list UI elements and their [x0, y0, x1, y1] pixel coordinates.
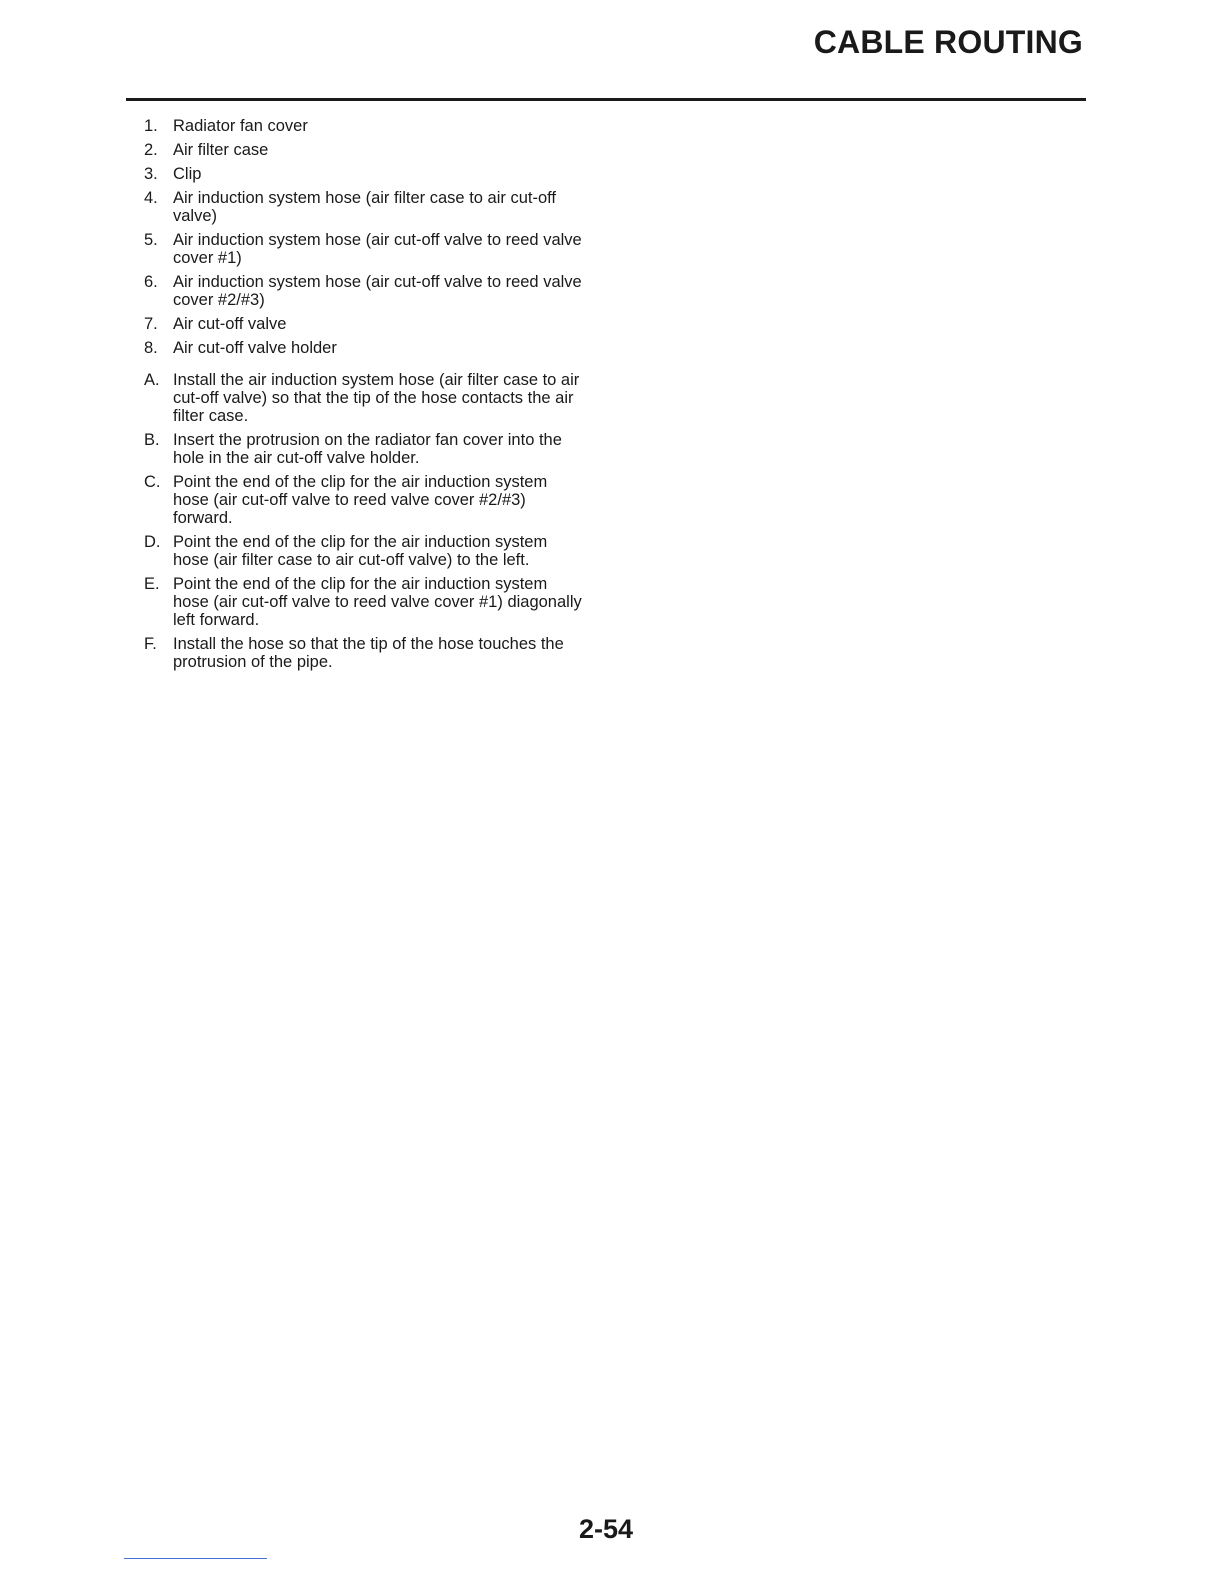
part-number: 7.: [144, 315, 158, 333]
part-item: [144, 189, 584, 225]
note-text: Install the air induction system hose (air filter case to air cut-off valve) so that the tip of the hose contacts the air filter case.: [173, 371, 580, 425]
part-number: 6.: [144, 273, 158, 291]
note-text: Point the end of the clip for the air induction system hose (air cut-off valve to reed valve cover #1) diagonally left forward.: [173, 575, 582, 629]
note-item: [144, 575, 584, 629]
footer-link-line[interactable]: [124, 1558, 267, 1559]
part-item: [144, 315, 584, 333]
note-letter: B.: [144, 431, 160, 449]
part-label: Clip: [173, 165, 202, 183]
note-letter: A.: [144, 371, 160, 389]
part-item: [144, 231, 584, 267]
note-letter: E.: [144, 575, 160, 593]
part-label: Air filter case: [173, 141, 269, 159]
note-item: [144, 371, 584, 425]
note-item: [144, 635, 584, 671]
part-item: [144, 165, 584, 183]
note-letter: F.: [144, 635, 157, 653]
part-number: 4.: [144, 189, 158, 207]
part-number: 2.: [144, 141, 158, 159]
part-label: Radiator fan cover: [173, 117, 308, 135]
part-item: [144, 117, 584, 135]
note-text: Insert the protrusion on the radiator fan cover into the hole in the air cut-off valve holder.: [173, 431, 562, 467]
page-title: CABLE ROUTING: [813, 24, 1083, 60]
notes-list: [144, 371, 584, 671]
note-item: [144, 533, 584, 569]
note-item: [144, 431, 584, 467]
part-label: Air cut-off valve holder: [173, 339, 337, 357]
note-text: Point the end of the clip for the air induction system hose (air filter case to air cut-off valve) to the left.: [173, 533, 548, 569]
part-number: 8.: [144, 339, 158, 357]
legend-content: [144, 117, 584, 677]
part-label: Air induction system hose (air cut-off valve to reed valve cover #2/#3): [173, 273, 582, 309]
part-number: 5.: [144, 231, 158, 249]
part-number: 3.: [144, 165, 158, 183]
part-item: [144, 141, 584, 159]
note-text: Install the hose so that the tip of the hose touches the protrusion of the pipe.: [173, 635, 564, 671]
parts-list: [144, 117, 584, 357]
note-item: [144, 473, 584, 527]
note-letter: C.: [144, 473, 161, 491]
part-label: Air induction system hose (air filter case to air cut-off valve): [173, 189, 557, 225]
header-divider: [126, 98, 1086, 101]
part-number: 1.: [144, 117, 158, 135]
page-number: 2-54: [578, 1514, 634, 1544]
note-text: Point the end of the clip for the air induction system hose (air cut-off valve to reed valve cover #2/#3) forward.: [173, 473, 548, 527]
part-label: Air induction system hose (air cut-off valve to reed valve cover #1): [173, 231, 582, 267]
part-item: [144, 339, 584, 357]
part-label: Air cut-off valve: [173, 315, 287, 333]
part-item: [144, 273, 584, 309]
note-letter: D.: [144, 533, 161, 551]
